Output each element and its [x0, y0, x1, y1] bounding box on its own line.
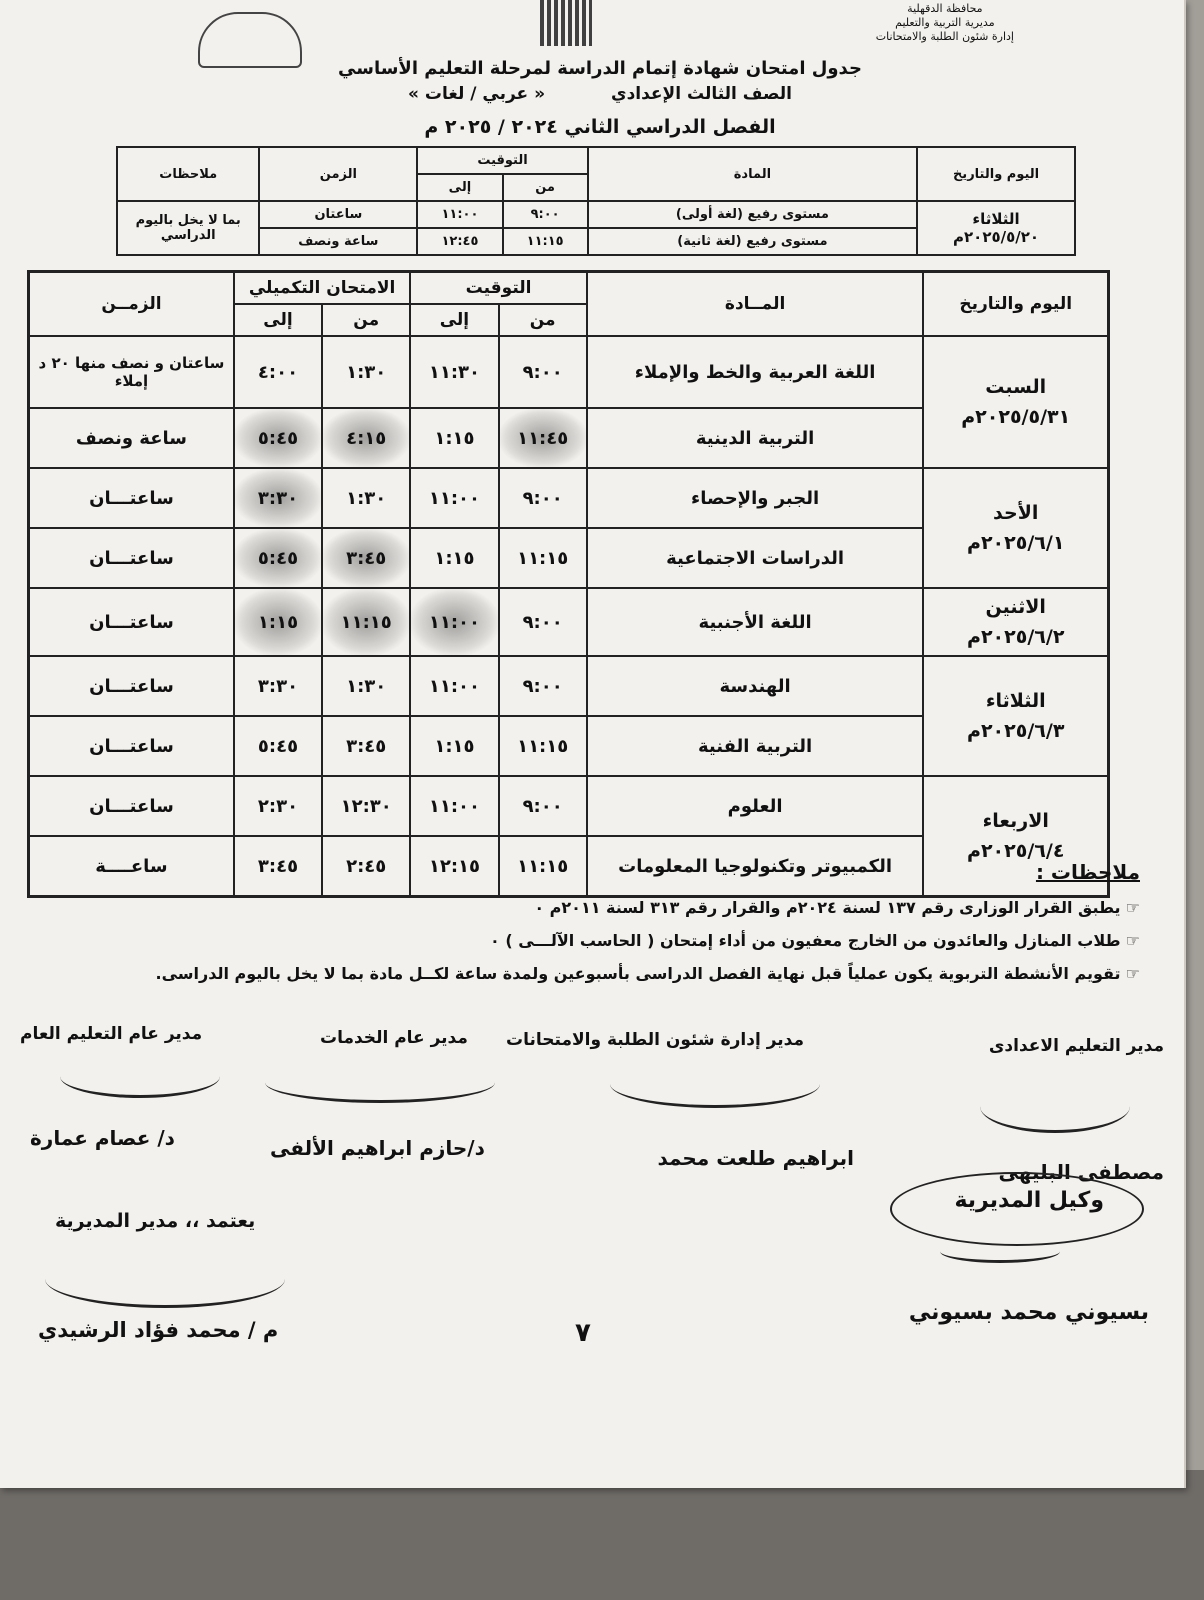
desk-bottom	[0, 1470, 1204, 1600]
from-cell: ٩:٠٠	[499, 336, 587, 408]
term-line: الفصل الدراسي الثاني ٢٠٢٤ / ٢٠٢٥ م	[424, 116, 776, 138]
handwritten-signature	[940, 1240, 1060, 1263]
signature-role: وكيل المديرية	[954, 1188, 1104, 1213]
col-header: الزمــن	[29, 272, 234, 337]
to-cell: ١:١٥	[410, 528, 498, 588]
to-cell: ١١:٠٠	[410, 776, 498, 836]
col-header: اليوم والتاريخ	[923, 272, 1108, 337]
day-name: الثلاثاء	[985, 690, 1046, 712]
duration-cell: ساعتـــان	[29, 776, 234, 836]
col-header: التوقيت	[417, 147, 587, 174]
from-cell: ١١:٤٥	[499, 408, 587, 468]
day-name: الاثنين	[985, 596, 1046, 618]
duration-cell: ساعتان و نصف منها ٢٠ د إملاء	[29, 336, 234, 408]
supp-from-cell: ١:٣٠	[322, 656, 410, 716]
authority-header	[876, 2, 1014, 44]
from-cell: ١١:١٥	[499, 716, 587, 776]
subject-cell: الهندسة	[587, 656, 924, 716]
grade-line	[240, 84, 960, 104]
handwritten-signature	[60, 1055, 220, 1098]
col-header: اليوم والتاريخ	[917, 147, 1075, 201]
notes-title: ملاحظات :	[1035, 860, 1140, 884]
to-cell: ١:١٥	[410, 408, 498, 468]
handwritten-signature	[265, 1062, 495, 1103]
day-date: ٢٠٢٥/٦/٣م	[967, 720, 1065, 742]
high-level-exam-table	[116, 146, 1076, 256]
supp-to-cell: ١:١٥	[234, 588, 322, 656]
note-item: ☞ تقويم الأنشطة التربوية يكون عملياً قبل نهاية الفصل الدراسى بأسبوعين ولمدة ساعة لكــل مادة بما لا يخل باليوم الدراسى.	[60, 964, 1140, 983]
signature-name: م / محمد فؤاد الرشيدي	[38, 1318, 279, 1342]
supp-from-cell: ١٢:٣٠	[322, 776, 410, 836]
day-date: ٢٠٢٥/٦/٤م	[967, 840, 1065, 862]
from-cell: ١١:١٥	[499, 836, 587, 897]
to-cell: ١٢:١٥	[410, 836, 498, 897]
col-header: المادة	[588, 147, 917, 201]
supp-from-cell: ٣:٤٥	[322, 528, 410, 588]
day-cell	[923, 656, 1108, 776]
subject-cell: العلوم	[587, 776, 924, 836]
day-date: ٢٠٢٥/٦/١م	[967, 532, 1065, 554]
supp-to-cell: ٢:٣٠	[234, 776, 322, 836]
signature-name: د/ عصام عمارة	[30, 1126, 175, 1150]
col-header: إلى	[410, 304, 498, 336]
day-date: ٢٠٢٥/٦/٢م	[967, 626, 1065, 648]
duration-cell: ساعتـــان	[29, 528, 234, 588]
signature-name: ابراهيم طلعت محمد	[657, 1146, 854, 1170]
duration-cell: ساعتـــان	[29, 656, 234, 716]
col-header: ملاحظات	[117, 147, 259, 201]
from-cell: ٩:٠٠	[503, 201, 588, 228]
duration-cell: ساعة ونصف	[259, 228, 417, 255]
to-cell: ١:١٥	[410, 716, 498, 776]
handwritten-signature	[980, 1080, 1130, 1133]
signature-role: مدير عام الخدمات	[320, 1028, 468, 1048]
col-header: من	[499, 304, 587, 336]
to-cell: ١١:٠٠	[417, 201, 502, 228]
notes-section	[60, 860, 1140, 983]
signature-role: مدير إدارة شئون الطلبة والامتحانات	[506, 1030, 804, 1050]
from-cell: ١١:١٥	[499, 528, 587, 588]
subject-cell: الدراسات الاجتماعية	[587, 528, 924, 588]
approval-label: يعتمد ،، مدير المديرية	[55, 1210, 256, 1232]
supp-to-cell: ٥:٤٥	[234, 528, 322, 588]
col-header: الامتحان التكميلي	[234, 272, 410, 305]
col-header: إلى	[417, 174, 502, 201]
subject-cell: الجبر والإحصاء	[587, 468, 924, 528]
duration-cell: ساعة ونصف	[29, 408, 234, 468]
document-title: جدول امتحان شهادة إتمام الدراسة لمرحلة التعليم الأساسي	[338, 58, 862, 79]
supp-to-cell: ٣:٣٠	[234, 468, 322, 528]
subject-cell: التربية الدينية	[587, 408, 924, 468]
col-header: التوقيت	[410, 272, 586, 305]
day-name: السبت	[985, 376, 1047, 398]
authority-line: محافظة الدقهلية	[907, 2, 983, 15]
signature-name: بسيوني محمد بسيوني	[908, 1300, 1149, 1325]
to-cell: ١١:٠٠	[410, 468, 498, 528]
page-number: ٧	[575, 1318, 591, 1348]
stream-label: « عربي / لغات »	[408, 84, 546, 104]
supp-from-cell: ٣:٤٥	[322, 716, 410, 776]
supp-to-cell: ٥:٤٥	[234, 716, 322, 776]
day-name: الثلاثاء	[972, 210, 1020, 228]
to-cell: ١١:٠٠	[410, 588, 498, 656]
subject-cell: مستوى رفيع (لغة أولى)	[588, 201, 917, 228]
day-name: الأحد	[993, 502, 1039, 524]
main-exam-table	[27, 270, 1110, 898]
qr-code	[540, 0, 592, 46]
subject-cell: اللغة العربية والخط والإملاء	[587, 336, 924, 408]
note-item: ☞ يطبق القرار الوزارى رقم ١٣٧ لسنة ٢٠٢٤م والقرار رقم ٣١٣ لسنة ٢٠١١م ٠	[60, 898, 1140, 917]
duration-cell: ساعتـــان	[29, 468, 234, 528]
signature-name: مصطفى البليهى	[998, 1160, 1164, 1184]
supp-to-cell: ٤:٠٠	[234, 336, 322, 408]
from-cell: ٩:٠٠	[499, 776, 587, 836]
supp-from-cell: ١:٣٠	[322, 336, 410, 408]
day-name: الاربعاء	[982, 810, 1049, 832]
duration-cell: ساعــــة	[29, 836, 234, 897]
from-cell: ٩:٠٠	[499, 656, 587, 716]
col-header: من	[503, 174, 588, 201]
duration-cell: ساعتان	[259, 201, 417, 228]
subject-cell: الكمبيوتر وتكنولوجيا المعلومات	[587, 836, 924, 897]
signature-role: مدير التعليم الاعدادى	[988, 1036, 1164, 1056]
handwritten-signature	[610, 1060, 820, 1108]
subject-cell: اللغة الأجنبية	[587, 588, 924, 656]
authority-line: مديرية التربية والتعليم	[895, 16, 995, 29]
handwritten-signature	[45, 1250, 285, 1308]
col-header: من	[322, 304, 410, 336]
supp-from-cell: ١١:١٥	[322, 588, 410, 656]
day-cell	[923, 588, 1108, 656]
to-cell: ١١:٣٠	[410, 336, 498, 408]
day-cell	[917, 201, 1075, 255]
note-item: ☞ طلاب المنازل والعائدون من الخارج معفيون من أداء إمتحان ( الحاسب الآلـــى ) ٠	[60, 931, 1140, 950]
supp-from-cell: ١:٣٠	[322, 468, 410, 528]
supp-to-cell: ٥:٤٥	[234, 408, 322, 468]
supp-to-cell: ٣:٤٥	[234, 836, 322, 897]
to-cell: ١١:٠٠	[410, 656, 498, 716]
supp-to-cell: ٣:٣٠	[234, 656, 322, 716]
notes-cell: بما لا يخل باليوم الدراسي	[117, 201, 259, 255]
duration-cell: ساعتـــان	[29, 716, 234, 776]
authority-line: إدارة شئون الطلبة والامتحانات	[875, 30, 1014, 43]
signature-role: مدير عام التعليم العام	[20, 1024, 203, 1044]
from-cell: ٩:٠٠	[499, 468, 587, 528]
col-header: المــادة	[587, 272, 924, 337]
signature-name: د/حازم ابراهيم الألفى	[270, 1136, 485, 1160]
day-date: ٢٠٢٥/٥/٢٠م	[953, 228, 1040, 246]
supp-from-cell: ٢:٤٥	[322, 836, 410, 897]
to-cell: ١٢:٤٥	[417, 228, 502, 255]
from-cell: ١١:١٥	[503, 228, 588, 255]
grade-label: الصف الثالث الإعدادي	[610, 84, 792, 104]
from-cell: ٩:٠٠	[499, 588, 587, 656]
day-cell	[923, 468, 1108, 588]
duration-cell: ساعتـــان	[29, 588, 234, 656]
col-header: إلى	[234, 304, 322, 336]
day-date: ٢٠٢٥/٥/٣١م	[961, 406, 1071, 428]
subject-cell: التربية الفنية	[587, 716, 924, 776]
col-header: الزمن	[259, 147, 417, 201]
subject-cell: مستوى رفيع (لغة ثانية)	[588, 228, 917, 255]
day-cell	[923, 336, 1108, 468]
supp-from-cell: ٤:١٥	[322, 408, 410, 468]
